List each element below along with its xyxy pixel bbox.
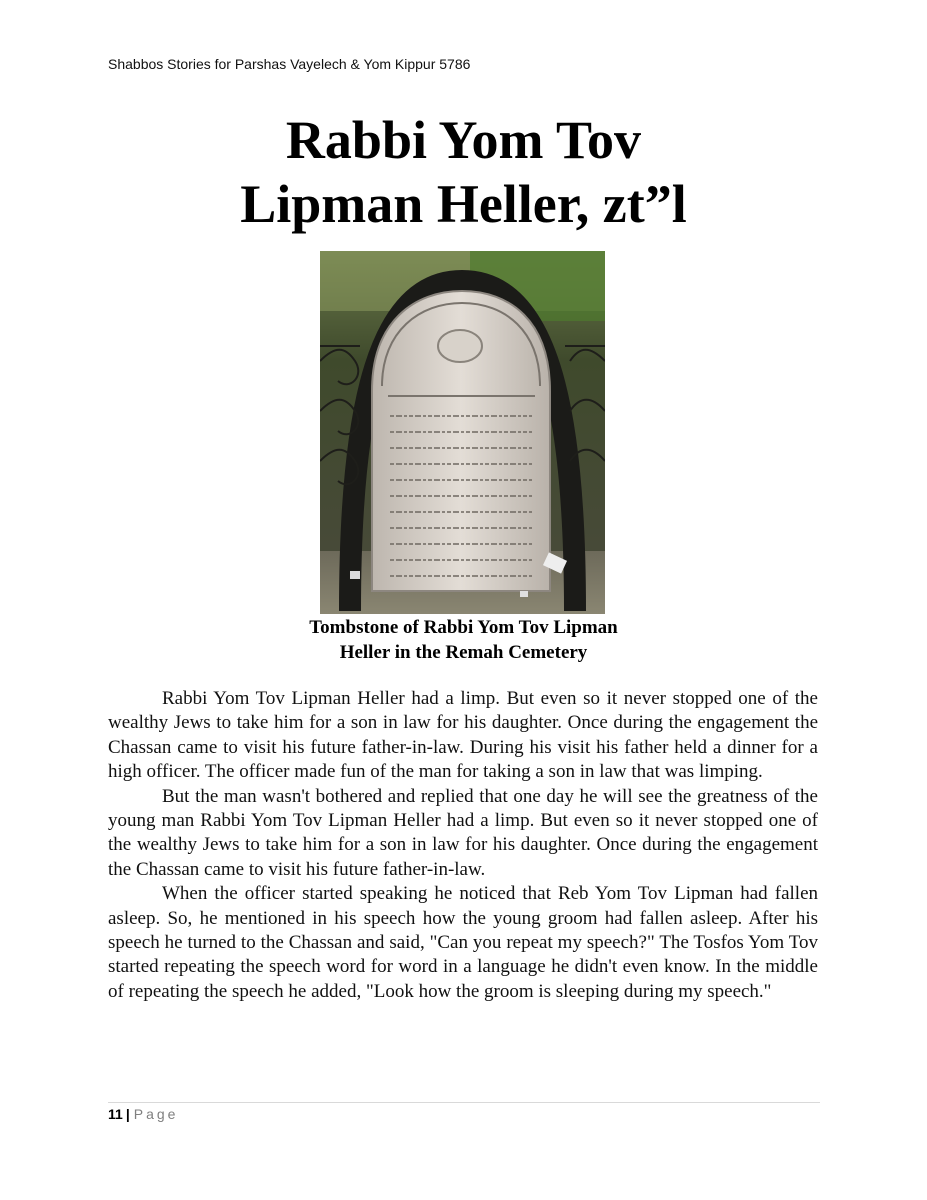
photo-caption (0, 615, 927, 665)
story-body (108, 687, 818, 1004)
paragraph-3: When the officer started speaking he noticed that Reb Yom Tov Lipman had fallen asleep. So, he mentioned in his speech how the young groom had fallen asleep. After his speech he turned to the Chassan and said, "Can you repeat my speech?" The Tosfos Yom Tov started repeating the speech word for word in a language he didn't even know. In the middle of repeating the speech he added, "Look how the groom is sleeping during my speech." (108, 883, 818, 1002)
title-line-1: Rabbi Yom Tov (285, 110, 642, 170)
page-number: 11 (108, 1106, 123, 1122)
footer-separator: | (125, 1106, 130, 1122)
footer-divider (108, 1102, 820, 1103)
tombstone-photo-icon (320, 251, 605, 614)
article-title (0, 108, 927, 236)
title-line-2: Lipman Heller, zt”l (240, 174, 687, 234)
paragraph-2: But the man wasn't bothered and replied that one day he will see the greatness of the young man Rabbi Yom Tov Lipman Heller had a limp. But even so it never stopped one of the wealthy Jews to take him for a son in law for his daughter. Once during the engagement the Chassan came to visit his future father-in-law. (108, 785, 818, 880)
page-label: Page (133, 1106, 179, 1122)
tombstone-photo (320, 251, 605, 614)
caption-line-1: Tombstone of Rabbi Yom Tov Lipman (309, 617, 618, 638)
running-header: Shabbos Stories for Parshas Vayelech & Yom Kippur 5786 (108, 56, 471, 72)
page-footer (108, 1106, 178, 1122)
caption-line-2: Heller in the Remah Cemetery (339, 642, 588, 663)
paragraph-1: Rabbi Yom Tov Lipman Heller had a limp. But even so it never stopped one of the wealthy Jews to take him for a son in law for his daughter. Once during the engagement the Chassan came to visit his future father-in-law. During his visit his father held a dinner for a high officer. The officer made fun of the man for taking a son in law that was limping. (108, 688, 818, 783)
